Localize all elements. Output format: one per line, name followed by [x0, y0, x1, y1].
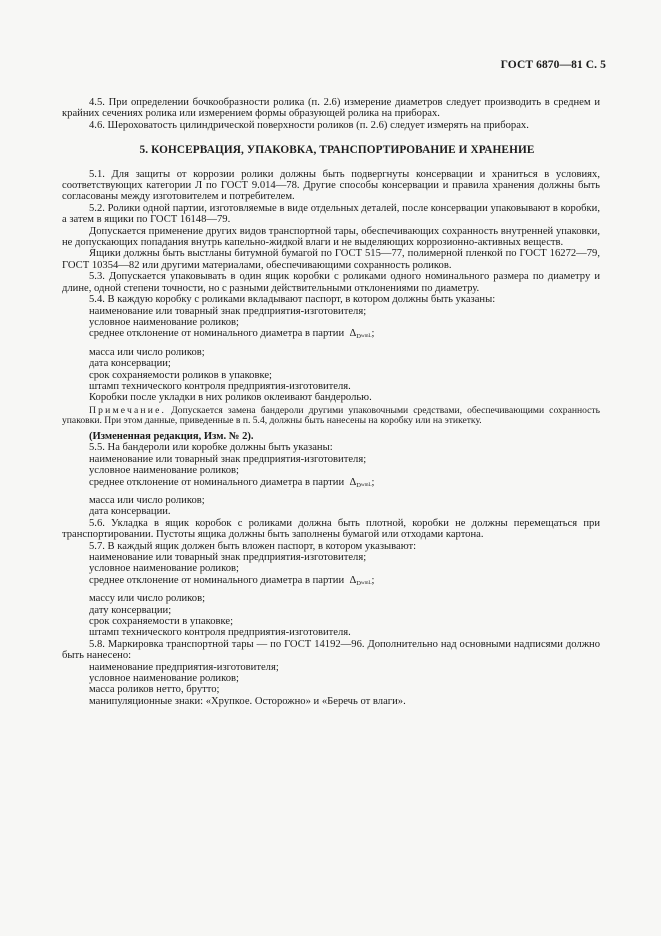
list-item-deviation	[62, 575, 600, 589]
list-item: манипуляционные знаки: «Хрупкое. Осторожно» и «Беречь от влаги».	[89, 695, 406, 707]
document-body	[62, 97, 600, 707]
note-label: Примечание.	[89, 404, 167, 416]
deviation-text: среднее отклонение от номинального диаметра в партии	[89, 574, 345, 586]
paragraph-4-5: 4.5. При определении бочкообразности ролика (п. 2.6) измерение диаметров следует производить в среднем и крайних сечениях ролика или измерением формы образующей ролика на приборах.	[62, 97, 600, 120]
note-text: Допускается замена бандероли другими упаковочными средствами, обеспечивающими сохранность упаковки. При этом данные, приведенные в п. 5.4, должны быть нанесены на коробку или на этикетку.	[62, 404, 600, 427]
list-item: наименование или товарный знак предприятия-изготовителя;	[89, 305, 367, 317]
list-item: масса или число роликов;	[89, 494, 205, 506]
paragraph-5-2-lining: Ящики должны быть выстланы битумной бумагой по ГОСТ 515—77, полимерной пленкой по ГОСТ 16272—79, ГОСТ 10354—82 или другими материалами, обеспечивающими сохранность роликов.	[62, 248, 600, 271]
list-item: срок сохраняемости в упаковке;	[89, 616, 234, 628]
list-item: масса или число роликов;	[89, 346, 205, 358]
paragraph-5-1: 5.1. Для защиты от коррозии ролики должны быть подвергнуты консервации и храниться в условиях, соответствующих категории Л по ГОСТ 9.014—78. Другие способы консервации и правила хранения должны быть согласованы между изготовителем и потребителем.	[62, 168, 600, 203]
paragraph-4-6: 4.6. Шероховатость цилиндрической поверхности роликов (п. 2.6) следует измерять на приборах.	[89, 119, 529, 131]
page-header: ГОСТ 6870—81 С. 5	[500, 59, 606, 71]
list-item: наименование или товарный знак предприятия-изготовителя;	[89, 552, 367, 563]
section-heading-5: 5. КОНСЕРВАЦИЯ, УПАКОВКА, ТРАНСПОРТИРОВАНИЕ И ХРАНЕНИЕ	[139, 144, 535, 157]
list-item-deviation	[62, 328, 600, 342]
list-item-deviation	[62, 477, 600, 491]
deviation-formula: $\Delta_DwmL$;	[349, 328, 375, 341]
paragraph-5-2-alt-packaging: Допускается применение других видов транспортной тары, обеспечивающих сохранность внутренней упаковки, не допускающих попадания внутрь капельно-жидкой влаги и не выделяющих коррозионно-активных веществ.	[62, 225, 600, 249]
list-item: условное наименование роликов;	[89, 673, 239, 685]
list-item: наименование или товарный знак предприятия-изготовителя;	[89, 453, 367, 465]
list-item: условное наименование роликов;	[89, 316, 239, 328]
paragraph-5-4-closing: Коробки после укладки в них роликов оклеивают бандеролью.	[89, 392, 372, 404]
paragraph-5-2: 5.2. Ролики одной партии, изготовляемые в виде отдельных деталей, после консервации упаковывают в коробки, а затем в ящики по ГОСТ 16148—79.	[62, 202, 600, 226]
list-item: дата консервации.	[89, 506, 171, 518]
paragraph-5-7: 5.7. В каждый ящик должен быть вложен паспорт, в котором указывают:	[89, 540, 417, 552]
list-item: дату консервации;	[89, 604, 172, 616]
paragraph-5-8: 5.8. Маркировка транспортной тары — по ГОСТ 14192—96. Дополнительно над основными надписями должно быть нанесено:	[62, 638, 600, 662]
paragraph-5-4: 5.4. В каждую коробку с роликами вкладывают паспорт, в котором должны быть указаны:	[89, 294, 496, 306]
list-item: условное наименование роликов;	[89, 563, 239, 575]
list-item: срок сохраняемости роликов в упаковке;	[89, 369, 272, 381]
deviation-text: среднее отклонение от номинального диаметра в партии	[89, 328, 345, 340]
paragraph-5-5: 5.5. На бандероли или коробке должны быть указаны:	[89, 442, 333, 454]
note	[62, 406, 600, 427]
paragraph-5-3: 5.3. Допускается упаковывать в один ящик коробки с роликами одного номинального размера по диаметру и длине, одной степени точности, но с разными действительными отклонениями по диаметру.	[62, 271, 600, 294]
deviation-text: среднее отклонение от номинального диаметра в партии	[89, 476, 345, 488]
list-item: штамп технического контроля предприятия-изготовителя.	[89, 627, 351, 639]
deviation-formula: $\Delta_DwmL$;	[349, 476, 375, 489]
list-item: масса роликов нетто, брутто;	[89, 684, 220, 696]
list-item: условное наименование роликов;	[89, 465, 239, 477]
list-item: массу или число роликов;	[89, 593, 206, 605]
list-item: штамп технического контроля предприятия-изготовителя.	[89, 380, 351, 392]
list-item: наименование предприятия-изготовителя;	[89, 661, 279, 673]
deviation-formula: $\Delta_DwmL$;	[349, 574, 375, 587]
paragraph-5-6: 5.6. Укладка в ящик коробок с роликами должна быть плотной, коробки не должны перемещаться при транспортировании. Пустоты ящика должны быть заполнены бумагой или отходами картона.	[62, 517, 600, 541]
amendment-note: (Измененная редакция, Изм. № 2).	[89, 430, 254, 442]
list-item: дата консервации;	[89, 358, 171, 370]
